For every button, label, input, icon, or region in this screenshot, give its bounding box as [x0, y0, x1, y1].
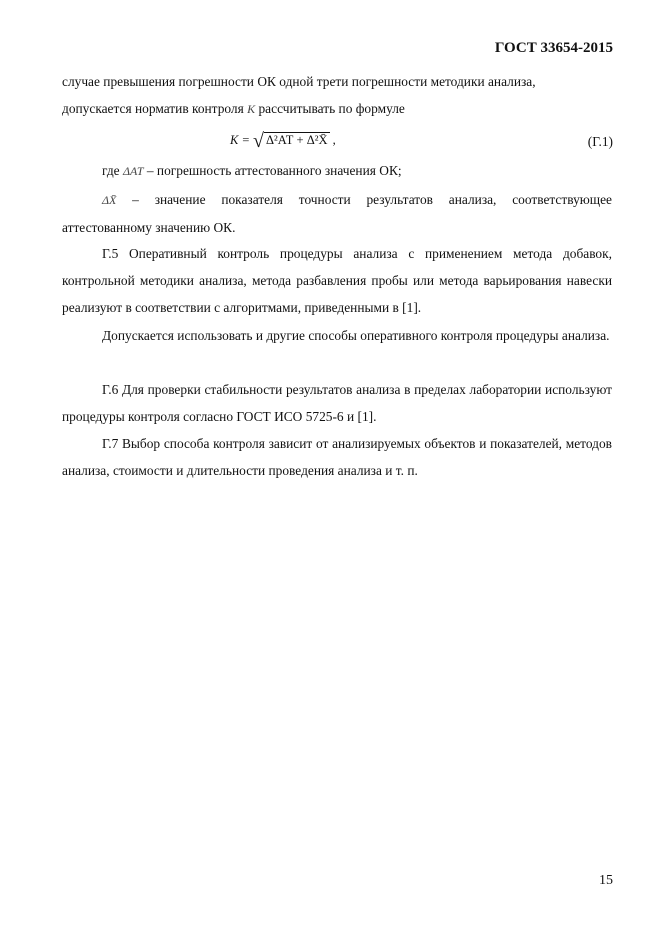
paragraph-g6: Г.6 Для проверки стабильности результатов анализа в пределах лаборатории используют процедуры контроля согласно ГОСТ ИСО 5725-6 и [1]. — [62, 382, 612, 424]
formula-term1: Δ²АТ — [266, 133, 294, 147]
paragraph-g5: Г.5 Оперативный контроль процедуры анализа с применением метода добавок, контрольной методики анализа, метода разбавления пробы или метода варьирования навески реализуют в соответствии с алгоритмами, приведенными в [1]. — [62, 246, 612, 315]
line2-before: допускается норматив контроля — [62, 101, 248, 116]
document-code: ГОСТ 33654-2015 — [494, 40, 613, 56]
formula-plus: + — [293, 133, 307, 147]
line2-after: рассчитывать по формуле — [258, 101, 405, 116]
delta-x-symbol: ΔX̄ — [102, 193, 117, 207]
formula-tail: , — [329, 133, 336, 147]
equation-number: (Г.1) — [587, 134, 613, 149]
delta-definition — [62, 186, 612, 241]
delta-definition-text: – значение показателя точности результатов анализа, соответствующее аттестованному значению ОК. — [62, 192, 612, 235]
page-number: 15 — [599, 873, 613, 888]
paragraph-line-2 — [62, 101, 405, 117]
paragraph-g7: Г.7 Выбор способа контроля зависит от анализируемых объектов и показателей, методов анализа, стоимости и длительности проведения анализа и т. п. — [62, 436, 612, 478]
where-prefix: где — [102, 163, 123, 178]
sqrt-icon: √ — [253, 130, 265, 152]
paragraph-allowed: Допускается использовать и другие способы оперативного контроля процедуры анализа. — [102, 328, 610, 343]
formula-lhs: K = — [230, 133, 254, 147]
delta-at-symbol: ΔАТ — [122, 164, 144, 178]
k-symbol: K — [247, 102, 256, 116]
formula-g1 — [230, 130, 336, 153]
where-text: – погрешность аттестованного значения ОК; — [146, 163, 402, 178]
formula-term2: Δ²X̄ — [306, 133, 328, 147]
paragraph-line-1: случае превышения погрешности ОК одной трети погрешности методики анализа, — [62, 74, 536, 89]
formula-radicand — [264, 132, 330, 147]
where-line — [102, 163, 402, 179]
